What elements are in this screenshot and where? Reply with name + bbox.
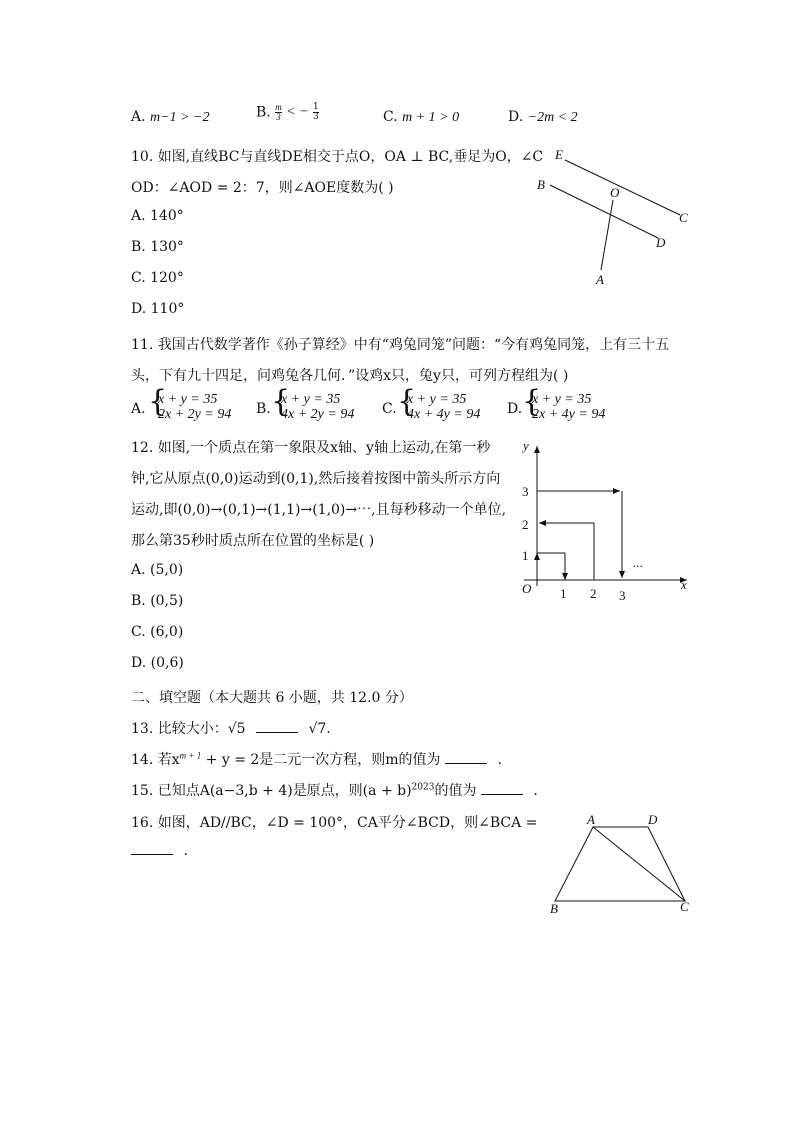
brace-icon: {: [148, 384, 168, 419]
label-c: C: [680, 899, 689, 914]
option-label: B.: [256, 104, 271, 121]
exponent: 2023: [411, 782, 435, 793]
brace-icon: {: [522, 384, 542, 419]
equation-system: [281, 392, 354, 422]
label-d: D: [656, 235, 666, 250]
equation-2: 4x + 2y = 94: [281, 407, 355, 422]
option-label: B.: [256, 401, 271, 417]
equation-1: x + y = 35: [281, 392, 341, 407]
q9-option-d: [508, 109, 578, 126]
q12-option-a: A. (5,0): [131, 562, 184, 578]
q11-option-b: [256, 384, 386, 426]
line-bd: [550, 185, 658, 238]
option-label: A.: [131, 109, 146, 125]
x-tick-3: 3: [619, 588, 626, 603]
q16-answer-line: [131, 843, 188, 859]
option-label: C.: [383, 109, 398, 125]
q9-option-c: [383, 109, 459, 126]
q12-stem-line1: 12. 如图,一个质点在第一象限及x轴、y轴上运动,在第一秒: [131, 440, 491, 456]
q11-stem-line1: 11. 我国古代数学著作《孙子算经》中有“鸡兔同笼”问题：“今有鸡兔同笼，上有三十五: [131, 337, 670, 353]
q12-stem-line4: 那么第35秒时质点所在位置的坐标是( ): [131, 533, 375, 549]
q13: [131, 718, 331, 738]
q11-option-d: [507, 384, 637, 426]
equation-2: 2x + 2y = 94: [158, 407, 232, 422]
label-b: B: [550, 901, 558, 916]
answer-blank[interactable]: [256, 732, 298, 733]
q14-suffix: .: [497, 752, 502, 768]
y-tick-2: 2: [522, 517, 529, 532]
q10-option-b: B. 130°: [131, 239, 184, 255]
q15-prefix: 15. 已知点A(a−3,b + 4)是原点，则(a + b): [131, 783, 412, 799]
answer-blank[interactable]: [481, 794, 523, 795]
q15: [131, 780, 538, 800]
brace-icon: {: [397, 384, 417, 419]
q13-suffix: √7.: [308, 721, 331, 737]
y-tick-1: 1: [522, 548, 529, 563]
q14-prefix: 14. 若x: [131, 752, 180, 768]
trapezoid-abcd: [555, 827, 685, 901]
equation-2: 2x + 4y = 94: [532, 407, 606, 422]
q10-option-c: C. 120°: [131, 270, 184, 286]
axis-label-y: y: [523, 438, 529, 453]
answer-blank[interactable]: [445, 763, 487, 764]
q14: [131, 749, 502, 769]
equation-system: [407, 392, 480, 422]
option-expr: m−1 > −2: [150, 110, 210, 125]
brace-icon: {: [271, 384, 291, 419]
q10-figure: [525, 145, 705, 290]
numerator: m: [275, 102, 282, 112]
q15-middle: 的值为: [434, 783, 477, 799]
q13-prefix: 13. 比较大小：√5: [131, 721, 246, 737]
equation-2: 4x + 4y = 94: [407, 407, 481, 422]
q12-stem-line3: 运动,即(0,0)→(0,1)→(1,1)→(1,0)→⋯,且每秒移动一个单位,: [131, 502, 507, 518]
label-b: B: [537, 177, 545, 192]
fraction-1-over-3: [313, 103, 319, 122]
answer-blank[interactable]: [131, 854, 173, 855]
option-label: A.: [131, 401, 146, 417]
q12-option-d: D. (0,6): [131, 655, 184, 671]
line-ec: [565, 160, 680, 215]
less-than-sign: < −: [286, 104, 309, 120]
q11-stem-line2: 头，下有九十四足，问鸡兔各几何．”设鸡x只，兔y只，可列方程组为( ): [131, 368, 569, 384]
origin-label: O: [522, 581, 532, 596]
q16-suffix: .: [183, 843, 188, 859]
q12-stem-line2: 钟,它从原点(0,0)运动到(0,1),然后接着按图中箭头所示方向: [131, 471, 501, 487]
section-heading: 二、填空题（本大题共 6 小题，共 12.0 分）: [131, 690, 413, 706]
option-expr: −2m < 2: [527, 110, 578, 125]
fraction-m-over-3: [275, 103, 282, 122]
denominator: 3: [276, 112, 281, 122]
x-tick-1: 1: [560, 586, 567, 601]
numerator: 1: [313, 102, 319, 112]
q16-figure: [545, 810, 700, 920]
y-tick-3: 3: [522, 484, 529, 499]
label-a: A: [587, 812, 595, 827]
label-e: E: [555, 147, 563, 162]
q14-middle: + y = 2是二元一次方程，则m的值为: [201, 752, 441, 768]
label-a: A: [596, 272, 604, 287]
option-expr: m + 1 > 0: [402, 110, 460, 125]
equation-1: x + y = 35: [407, 392, 467, 407]
q10-option-a: A. 140°: [131, 208, 184, 224]
option-label: C.: [382, 401, 397, 417]
q12-option-b: B. (0,5): [131, 593, 184, 609]
label-c: C: [679, 210, 688, 225]
q16-stem-line1: 16. 如图，AD//BC，∠D = 100°，CA平分∠BCD，则∠BCA =: [131, 815, 538, 831]
q15-suffix: .: [533, 783, 538, 799]
q9-option-a: [131, 109, 209, 126]
option-label: D.: [508, 109, 524, 125]
q10-stem-line2: OD：∠AOD = 2：7，则∠AOE度数为( ): [131, 180, 394, 196]
q12-figure: [512, 436, 697, 606]
axis-label-x: x: [681, 577, 687, 592]
diagonal-ac: [593, 827, 685, 901]
equation-system: [532, 392, 605, 422]
q9-option-b: [256, 103, 319, 122]
q11-option-c: [382, 384, 512, 426]
equation-system: [158, 392, 231, 422]
q11-option-a: [131, 384, 261, 426]
q10-option-d: D. 110°: [131, 301, 185, 317]
label-o: O: [610, 185, 620, 200]
exponent: m + 1: [179, 750, 202, 761]
q10-stem-line1: 10. 如图,直线BC与直线DE相交于点O，OA ⊥ BC,垂足为O，∠C: [131, 149, 544, 165]
option-label: D.: [507, 401, 523, 417]
ellipsis: ...: [633, 555, 643, 570]
equation-1: x + y = 35: [158, 392, 218, 407]
label-d: D: [648, 812, 658, 827]
q12-option-c: C. (6,0): [131, 624, 184, 640]
denominator: 3: [313, 112, 319, 122]
x-tick-2: 2: [590, 586, 597, 601]
equation-1: x + y = 35: [532, 392, 592, 407]
